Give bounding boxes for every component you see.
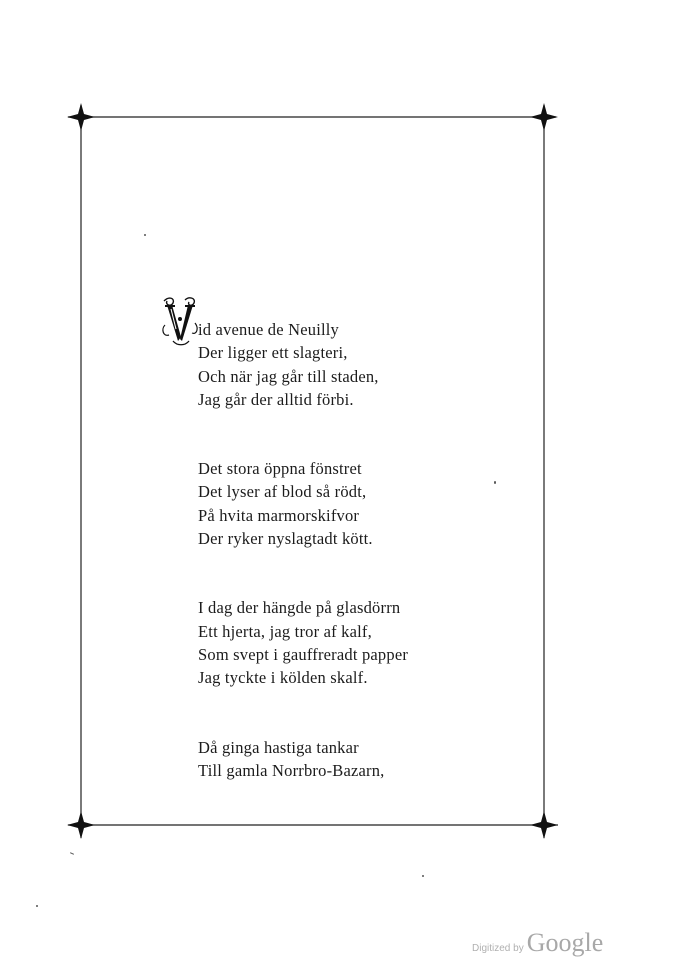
poem-line: Och när jag går till staden, — [198, 366, 379, 386]
poem-line: id avenue de Neuilly — [198, 320, 339, 339]
scan-speck — [144, 234, 146, 236]
corner-star-icon — [530, 103, 558, 131]
poem-line: Ett hjerta, jag tror af kalf, — [198, 621, 372, 641]
poem-line: Det lyser af blod så rödt, — [198, 482, 367, 502]
scan-speck — [422, 875, 424, 877]
poem-line: Som svept i gauffreradt papper — [198, 644, 409, 664]
corner-star-icon — [67, 811, 95, 839]
corner-star-icon — [67, 103, 95, 131]
poem-body — [198, 318, 528, 828]
poem-line: Jag går der alltid förbi. — [198, 389, 354, 409]
google-logo: Google — [526, 928, 604, 957]
poem-line: Der ligger ett slagteri, — [198, 343, 348, 363]
poem-line: Då ginga hastiga tankar — [198, 737, 359, 757]
stanza — [198, 318, 528, 411]
stanza — [198, 596, 528, 689]
digitized-label: Digitized by — [472, 943, 524, 954]
stanza — [198, 736, 528, 783]
poem-line: På hvita marmorskifvor — [198, 505, 360, 525]
digitized-watermark — [472, 928, 603, 958]
scan-speck — [36, 905, 38, 907]
poem-line: Det stora öppna fönstret — [198, 459, 362, 479]
poem-line: Der ryker nyslagtadt kött. — [198, 529, 373, 549]
stanza — [198, 457, 528, 550]
svg-text:V: V — [161, 295, 162, 296]
decorated-initial-v-icon — [161, 295, 199, 347]
corner-star-icon — [530, 811, 558, 839]
poem-line: I dag der hängde på glasdörrn — [198, 598, 401, 618]
poem-line: Jag tyckte i kölden skalf. — [198, 668, 368, 688]
poem-line: Till gamla Norrbro-Bazarn, — [198, 760, 385, 780]
